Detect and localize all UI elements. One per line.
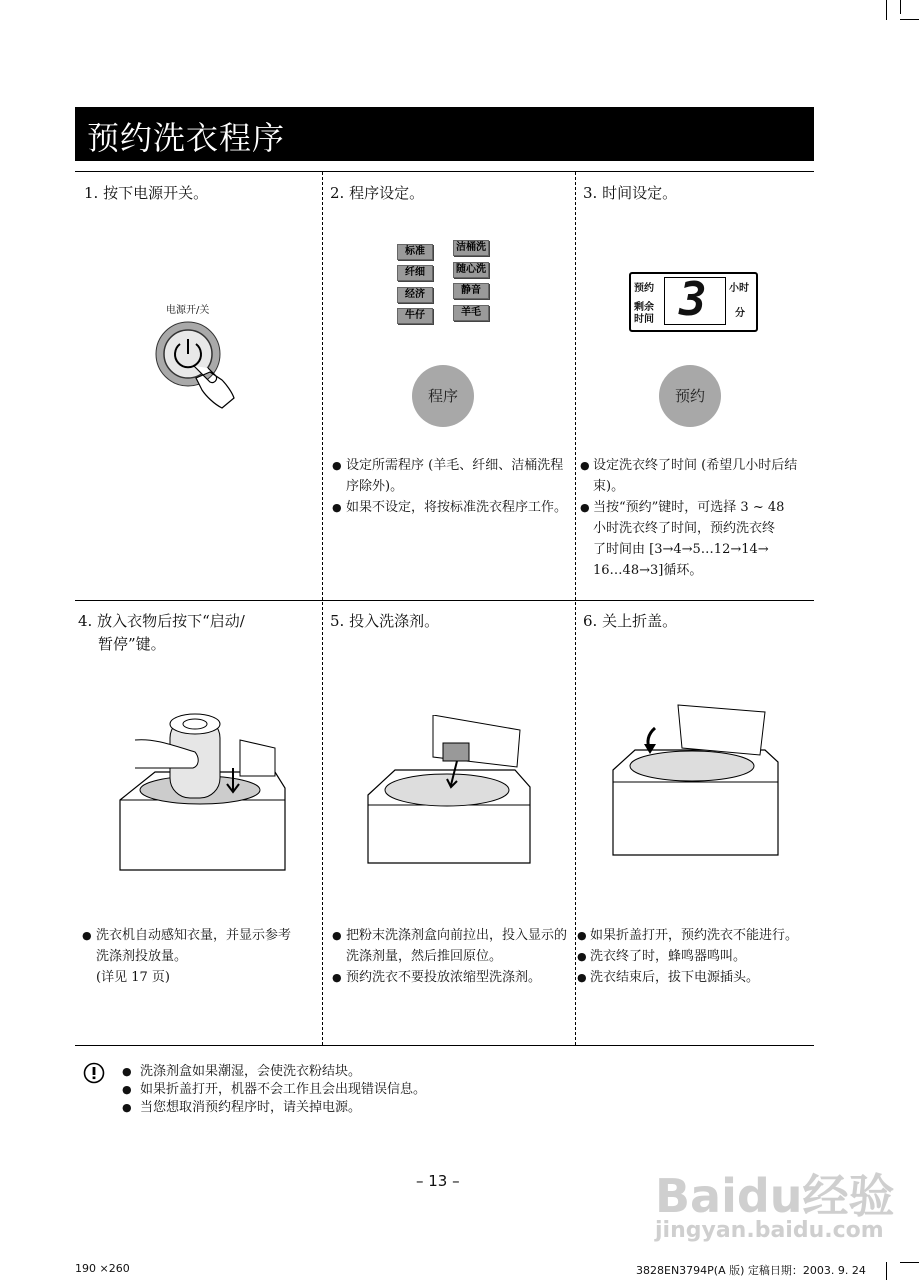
step-4-notes xyxy=(83,925,321,988)
step-5-note-1: ● 把粉末洗涤剂盒向前拉出，投入显示的洗涤剂量，然后推回原位。 xyxy=(333,925,573,967)
step-2-notes xyxy=(333,455,571,518)
minute-unit: 分 xyxy=(735,308,745,319)
step-6-notes xyxy=(578,925,810,988)
step-4-line-1: 4. 放入衣物后按下“启动/ xyxy=(78,612,245,630)
step-5-notes xyxy=(333,925,573,988)
step-3-heading: 3. 时间设定。 xyxy=(583,184,678,202)
reserve-label: 预约 xyxy=(634,283,654,294)
watermark-brand: Baidu经验 xyxy=(655,1169,895,1223)
power-button-illustration[interactable] xyxy=(150,318,245,413)
program-tag-quiet: 静音 xyxy=(453,283,489,299)
caution-note-1: ● 洗涤剂盒如果潮湿，会使洗衣粉结块。 xyxy=(122,1063,426,1081)
step-2-note-2: ● 如果不设定，将按标准洗衣程序工作。 xyxy=(333,497,571,518)
timer-display xyxy=(629,272,758,332)
step-3-note-2-line-3: 了时间由 [3→4→5…12→14→ xyxy=(593,542,769,557)
caution-note-3: ● 当您想取消预约程序时，请关掉电源。 xyxy=(122,1099,426,1117)
step-6-note-2: ● 洗衣终了时，蜂鸣器鸣叫。 xyxy=(578,946,810,967)
step-6-note-3: ● 洗衣结束后，拔下电源插头。 xyxy=(578,967,810,988)
crop-mark xyxy=(900,0,901,14)
step-3-note-2-line-1: ● 当按“预约”键时，可选择 3 ~ 48 xyxy=(593,500,785,515)
program-tag-wool: 羊毛 xyxy=(453,305,489,321)
page-number: – 13 – xyxy=(416,1172,460,1190)
watermark-url: jingyan.baidu.com xyxy=(655,1218,884,1243)
bottom-rule xyxy=(75,1045,814,1046)
step-4-note-line-1: ● 洗衣机自动感知衣量，并显示参考 xyxy=(96,928,292,943)
remain-label-2: 时间 xyxy=(634,314,654,325)
step-3-notes xyxy=(581,455,811,581)
step-4-note xyxy=(83,925,321,988)
step-3-note-2 xyxy=(581,497,811,581)
step-4-note-line-3: (详见 17 页) xyxy=(96,970,170,985)
step-4-note-line-2: 洗涤剂投放量。 xyxy=(96,949,188,964)
program-tag-custom: 随心洗 xyxy=(453,262,489,278)
column-divider xyxy=(322,172,323,1045)
crop-mark xyxy=(886,1262,887,1280)
timer-digit: 3 xyxy=(679,272,707,326)
page-title: 预约洗衣程序 xyxy=(87,119,286,157)
step-3-note-1: ● 设定洗衣终了时间 (希望几小时后结束)。 xyxy=(581,455,811,497)
title-bar xyxy=(75,107,814,161)
step-5-heading: 5. 投入洗涤剂。 xyxy=(330,612,440,630)
close-lid-illustration xyxy=(610,700,780,860)
program-tag-economy: 经济 xyxy=(397,287,433,303)
caution-icon xyxy=(83,1062,105,1084)
crop-mark xyxy=(900,1262,919,1263)
step-3-note-2-line-2: 小时洗衣终了时间，预约洗衣终 xyxy=(593,521,776,536)
step-4-line-2: 暂停”键。 xyxy=(98,635,166,653)
load-laundry-illustration xyxy=(115,710,290,875)
caution-note-2: ● 如果折盖打开，机器不会工作且会出现错误信息。 xyxy=(122,1081,426,1099)
remain-label-1: 剩余 xyxy=(634,302,654,313)
power-label: 电源开/关 xyxy=(166,305,210,316)
step-1-heading: 1. 按下电源开关。 xyxy=(84,184,209,202)
reserve-button[interactable]: 预约 xyxy=(659,365,721,427)
step-6-note-1: ● 如果折盖打开，预约洗衣不能进行。 xyxy=(578,925,810,946)
caution-notes xyxy=(122,1063,426,1117)
step-3-note-2-line-4: 16…48→3]循环。 xyxy=(593,563,703,578)
crop-mark xyxy=(900,19,919,20)
program-tag-jeans: 牛仔 xyxy=(397,308,433,324)
program-tag-standard: 标准 xyxy=(397,244,433,260)
step-4-heading xyxy=(78,610,245,656)
crop-mark xyxy=(886,0,887,20)
footer-size: 190 ×260 xyxy=(75,1262,130,1275)
column-divider xyxy=(575,172,576,1045)
hour-unit: 小时 xyxy=(729,283,749,294)
digit-window xyxy=(664,272,726,326)
step-6-heading: 6. 关上折盖。 xyxy=(583,612,678,630)
footer-doc-id: 3828EN3794P(A 版) 定稿日期：2003. 9. 24 xyxy=(636,1264,866,1277)
top-rule xyxy=(75,171,814,172)
step-2-heading: 2. 程序设定。 xyxy=(330,184,425,202)
middle-rule xyxy=(75,600,814,601)
program-tag-tub-clean: 洁桶洗 xyxy=(453,240,489,256)
step-2-note-1: ● 设定所需程序 (羊毛、纤细、洁桶洗程序除外)。 xyxy=(333,455,571,497)
program-tag-delicate: 纤细 xyxy=(397,265,433,281)
step-5-note-2: ● 预约洗衣不要投放浓缩型洗涤剂。 xyxy=(333,967,573,988)
add-detergent-illustration xyxy=(365,715,535,865)
program-button[interactable]: 程序 xyxy=(412,365,474,427)
